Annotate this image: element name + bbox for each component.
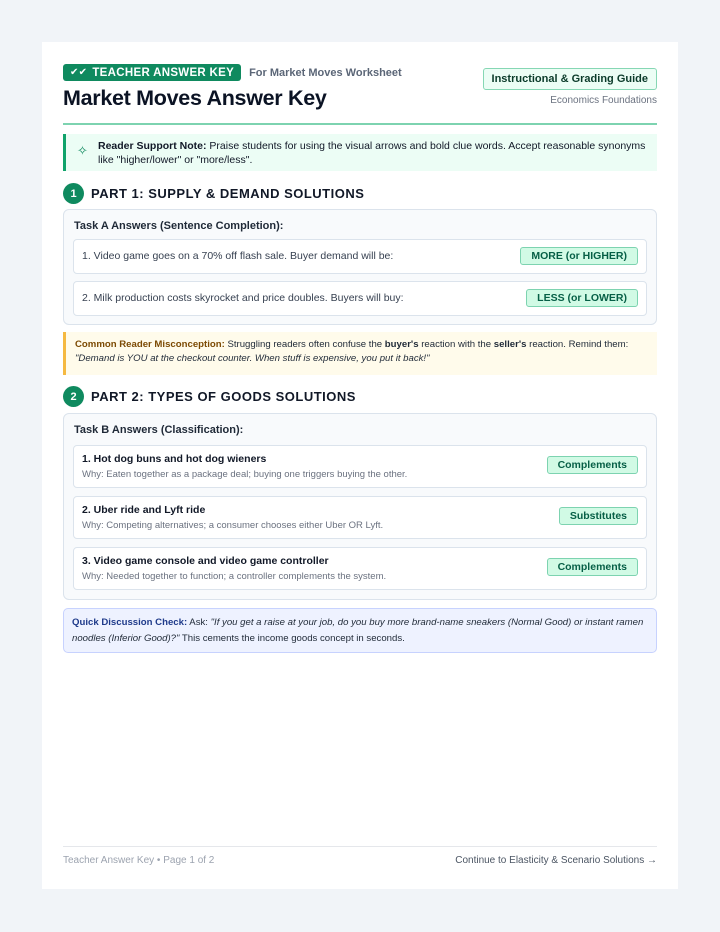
worksheet-reference: For Market Moves Worksheet xyxy=(249,66,402,79)
badge-label: TEACHER ANSWER KEY xyxy=(92,66,235,79)
task-a-row xyxy=(73,281,647,316)
page-indicator: Teacher Answer Key • Page 1 of 2 xyxy=(63,855,215,866)
quick-text: Ask: xyxy=(187,617,211,628)
continue-link[interactable]: Continue to Elasticity & Scenario Solutions → xyxy=(455,855,657,866)
quick-label: Quick Discussion Check: xyxy=(72,617,188,628)
misconception-text: Struggling readers often confuse the xyxy=(224,339,385,350)
misconception-label: Common Reader Misconception: xyxy=(75,339,225,350)
quick-discussion-check xyxy=(63,608,657,653)
task-a-answer: LESS (or LOWER) xyxy=(526,289,638,307)
goods-pair: 3. Video game console and video game controller xyxy=(82,555,329,567)
task-a-panel xyxy=(63,209,657,325)
task-a-label: Task A Answers (Sentence Completion): xyxy=(74,220,284,232)
page-title: Market Moves Answer Key xyxy=(63,86,327,110)
reader-support-note xyxy=(63,134,657,171)
footer xyxy=(63,846,657,866)
quick-quote: "If you get a raise at your job, do you buy more brand-name sneakers (Normal Good) or instant ramen noodles (Inferior Good)?" xyxy=(72,617,644,644)
support-text: Praise students for using the visual arrows and bold clue words. Accept reasonable synonyms like "higher/lower" or "more/less". xyxy=(98,140,646,166)
header xyxy=(63,42,657,125)
goods-pair: 1. Hot dog buns and hot dog wieners xyxy=(82,453,267,465)
double-check-icon: ✔✔ xyxy=(70,67,88,78)
misconception-seller: seller's xyxy=(493,339,527,350)
goods-pair: 2. Uber ride and Lyft ride xyxy=(82,504,206,516)
guide-label: Instructional & Grading Guide xyxy=(483,68,657,90)
answer-key-page xyxy=(42,42,678,889)
goods-reason: Why: Competing alternatives; a consumer chooses either Uber OR Lyft. xyxy=(82,520,384,531)
goods-answer: Complements xyxy=(547,456,638,474)
task-a-question: 2. Milk production costs skyrocket and price doubles. Buyers will buy: xyxy=(82,292,404,304)
misconception-note xyxy=(63,332,657,375)
part2-heading xyxy=(63,386,356,407)
goods-row xyxy=(73,547,647,590)
task-b-label: Task B Answers (Classification): xyxy=(74,424,244,436)
teacher-answer-key-badge xyxy=(63,64,241,81)
part2-title: PART 2: TYPES OF GOODS SOLUTIONS xyxy=(91,389,356,404)
subject-label: Economics Foundations xyxy=(550,95,657,106)
quick-text: This cements the income goods concept in seconds. xyxy=(179,632,405,644)
goods-reason: Why: Needed together to function; a controller complements the system. xyxy=(82,571,387,582)
goods-answer: Complements xyxy=(547,558,638,576)
misconception-quote: "Demand is YOU at the checkout counter. When stuff is expensive, you put it back!" xyxy=(75,353,430,364)
part1-number: 1 xyxy=(63,183,84,204)
support-label: Reader Support Note: xyxy=(98,140,207,152)
task-a-answer: MORE (or HIGHER) xyxy=(520,247,638,265)
task-a-question: 1. Video game goes on a 70% off flash sale. Buyer demand will be: xyxy=(82,250,394,262)
task-a-row xyxy=(73,239,647,274)
goods-row xyxy=(73,445,647,488)
part1-title: PART 1: SUPPLY & DEMAND SOLUTIONS xyxy=(91,186,365,201)
sparkle-icon: ✧ xyxy=(77,143,88,158)
task-b-panel xyxy=(63,413,657,600)
goods-reason: Why: Eaten together as a package deal; buying one triggers buying the other. xyxy=(82,469,408,480)
misconception-text: reaction. Remind them: xyxy=(526,339,629,350)
part1-heading xyxy=(63,183,364,204)
part2-number: 2 xyxy=(63,386,84,407)
goods-row xyxy=(73,496,647,539)
goods-answer: Substitutes xyxy=(559,507,638,525)
misconception-buyer: buyer's xyxy=(384,339,419,350)
misconception-text: reaction with the xyxy=(418,339,494,350)
